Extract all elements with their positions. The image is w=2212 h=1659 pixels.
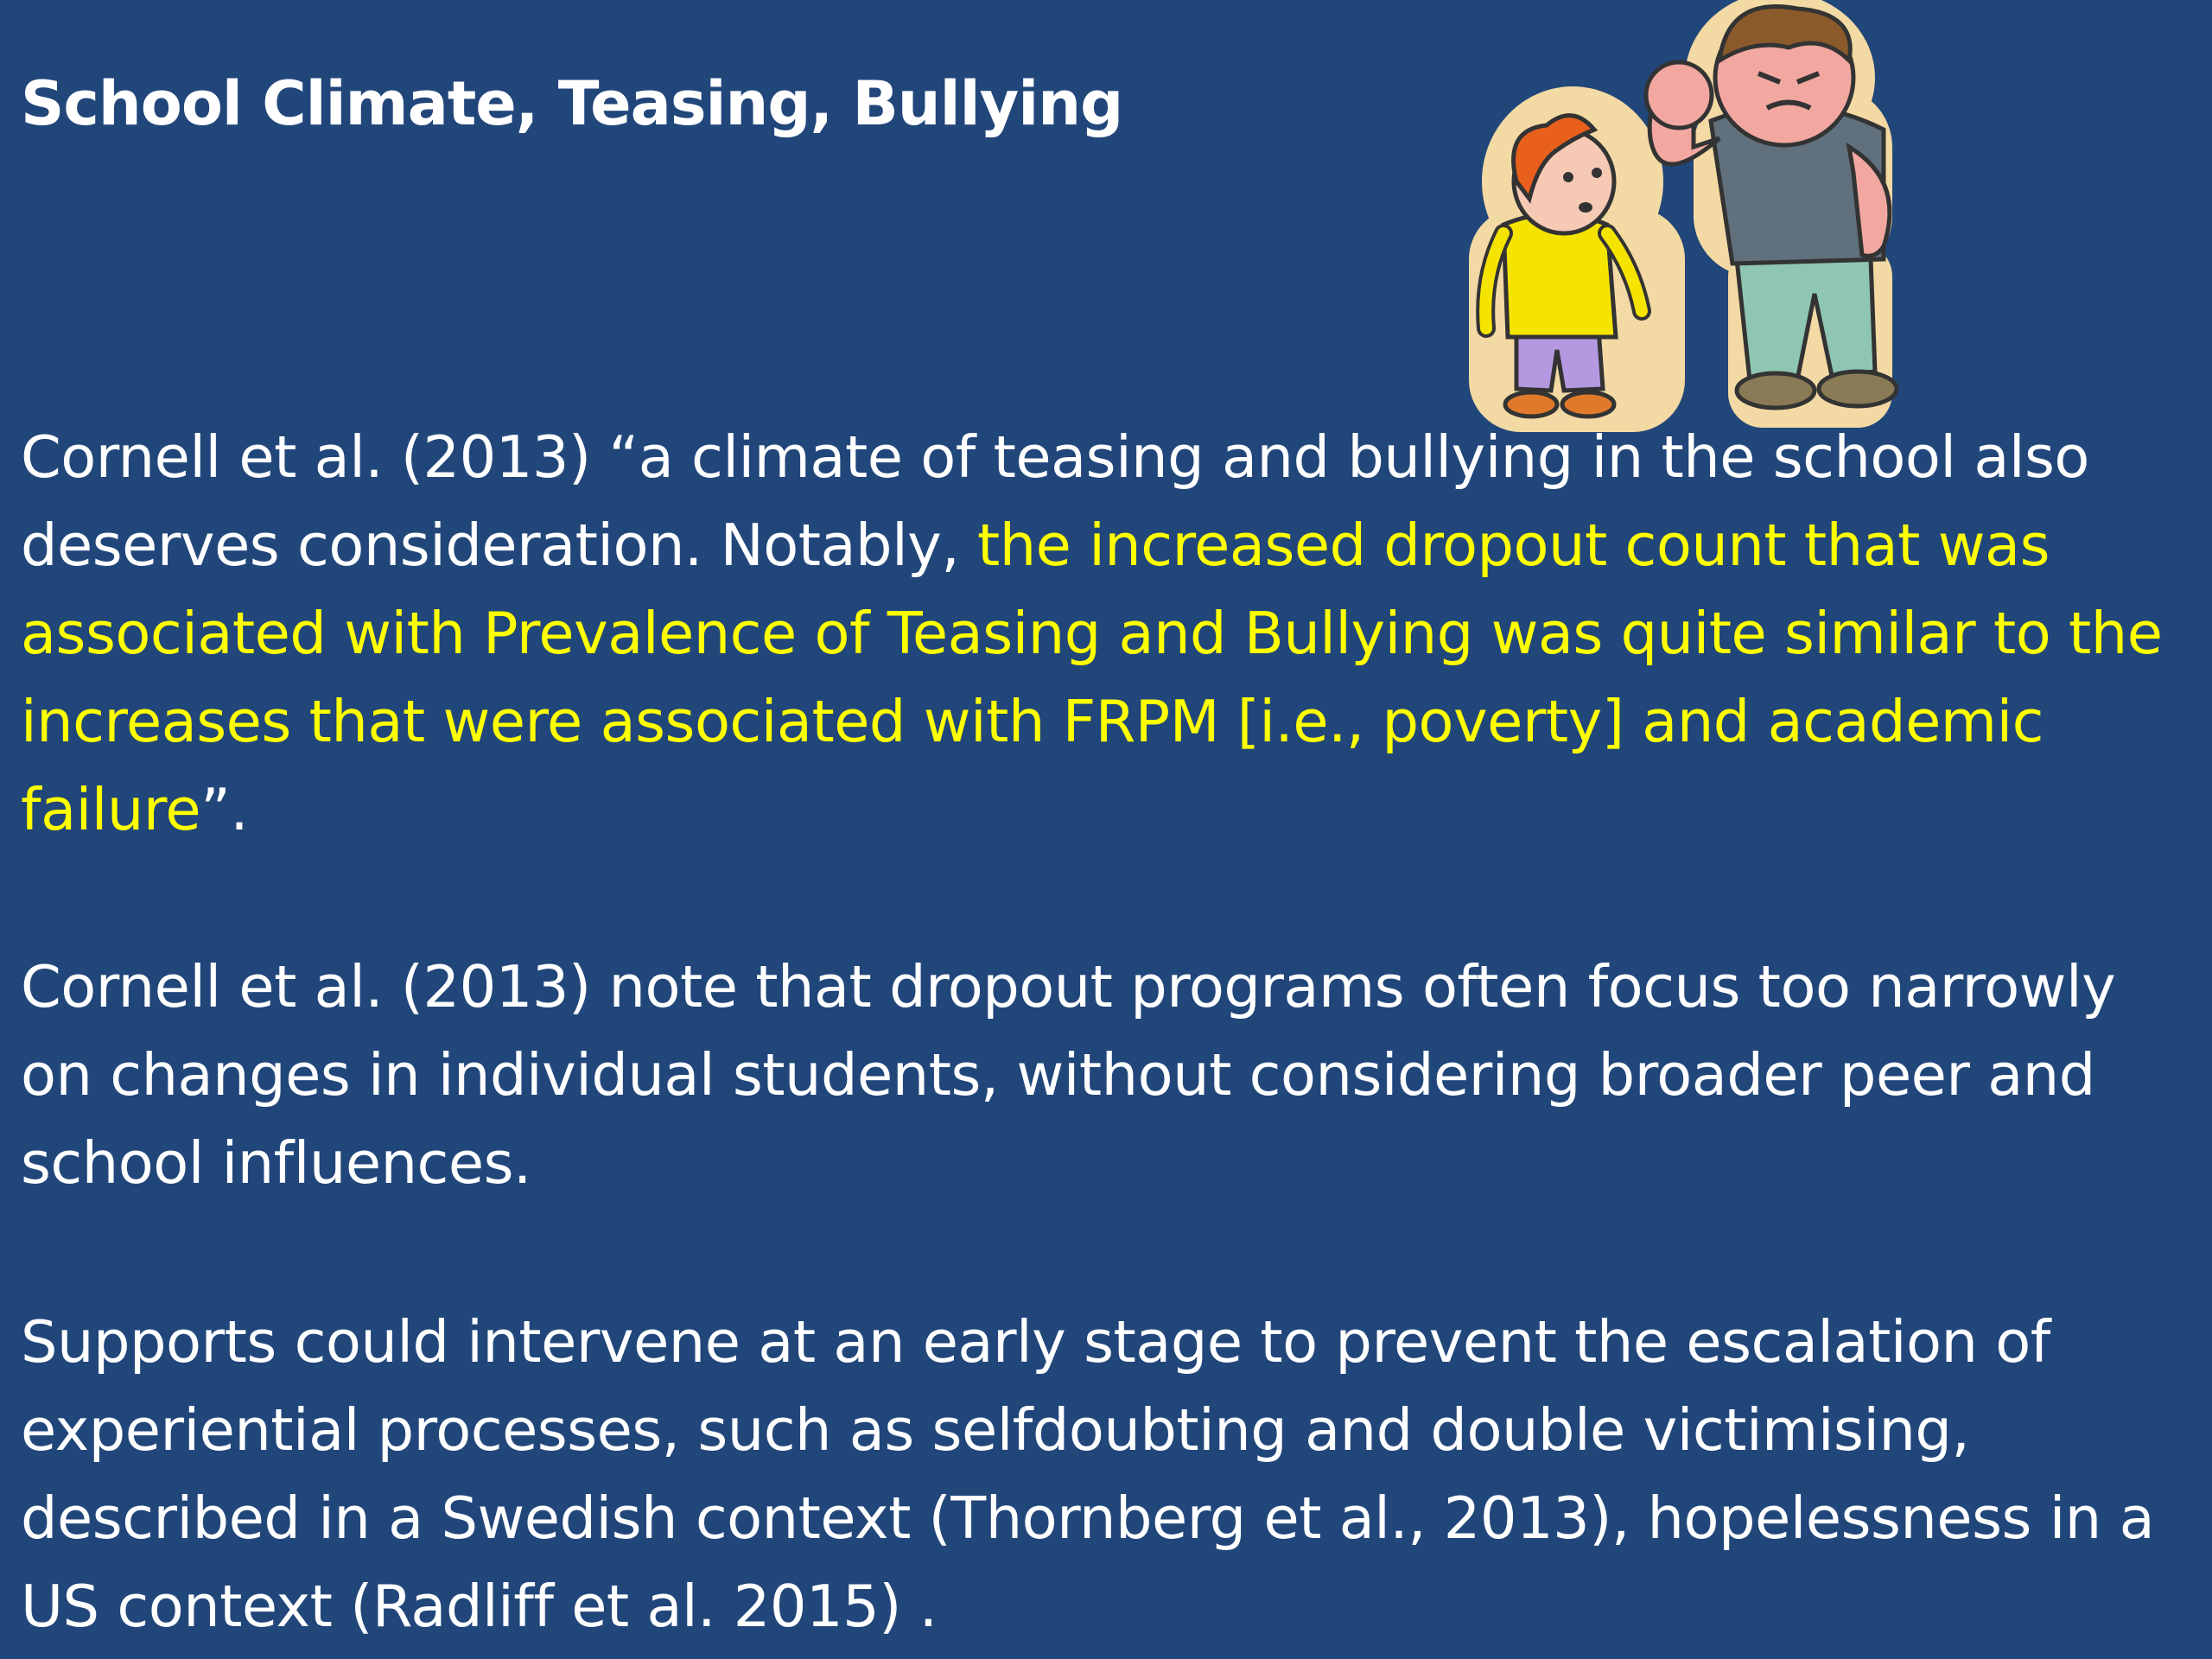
bully-clipart-icon bbox=[1434, 0, 1918, 441]
quote-end: ”. bbox=[200, 776, 249, 843]
paragraph-dropout-programs: Cornell et al. (2013) note that dropout programs often focus too narrowly on changes in individual students, without considering broader peer and school influences. bbox=[21, 953, 2116, 1197]
paragraph-supports: Supports could intervene at an early stage to prevent the escalation of experiential processes, such as selfdoubting and double victimising, described in a Swedish context (Thornberg et al., 2013), hopelessness in a US context (Radliff et al. 2015) . bbox=[21, 1308, 2155, 1640]
paragraph-intro: Cornell et al. (2013) “a climate of teasing and bullying in the school also deserves consideration. Notably, bbox=[21, 423, 2089, 579]
highlighted-quote: the increased dropout count that was associated with Prevalence of Teasing and Bullying was quite similar to the increases that were associated with FRPM [i.e., poverty] and academic failure bbox=[21, 512, 2163, 843]
slide-title: School Climate, Teasing, Bullying bbox=[21, 68, 1123, 139]
paragraph-cornell-quote bbox=[21, 413, 2198, 854]
